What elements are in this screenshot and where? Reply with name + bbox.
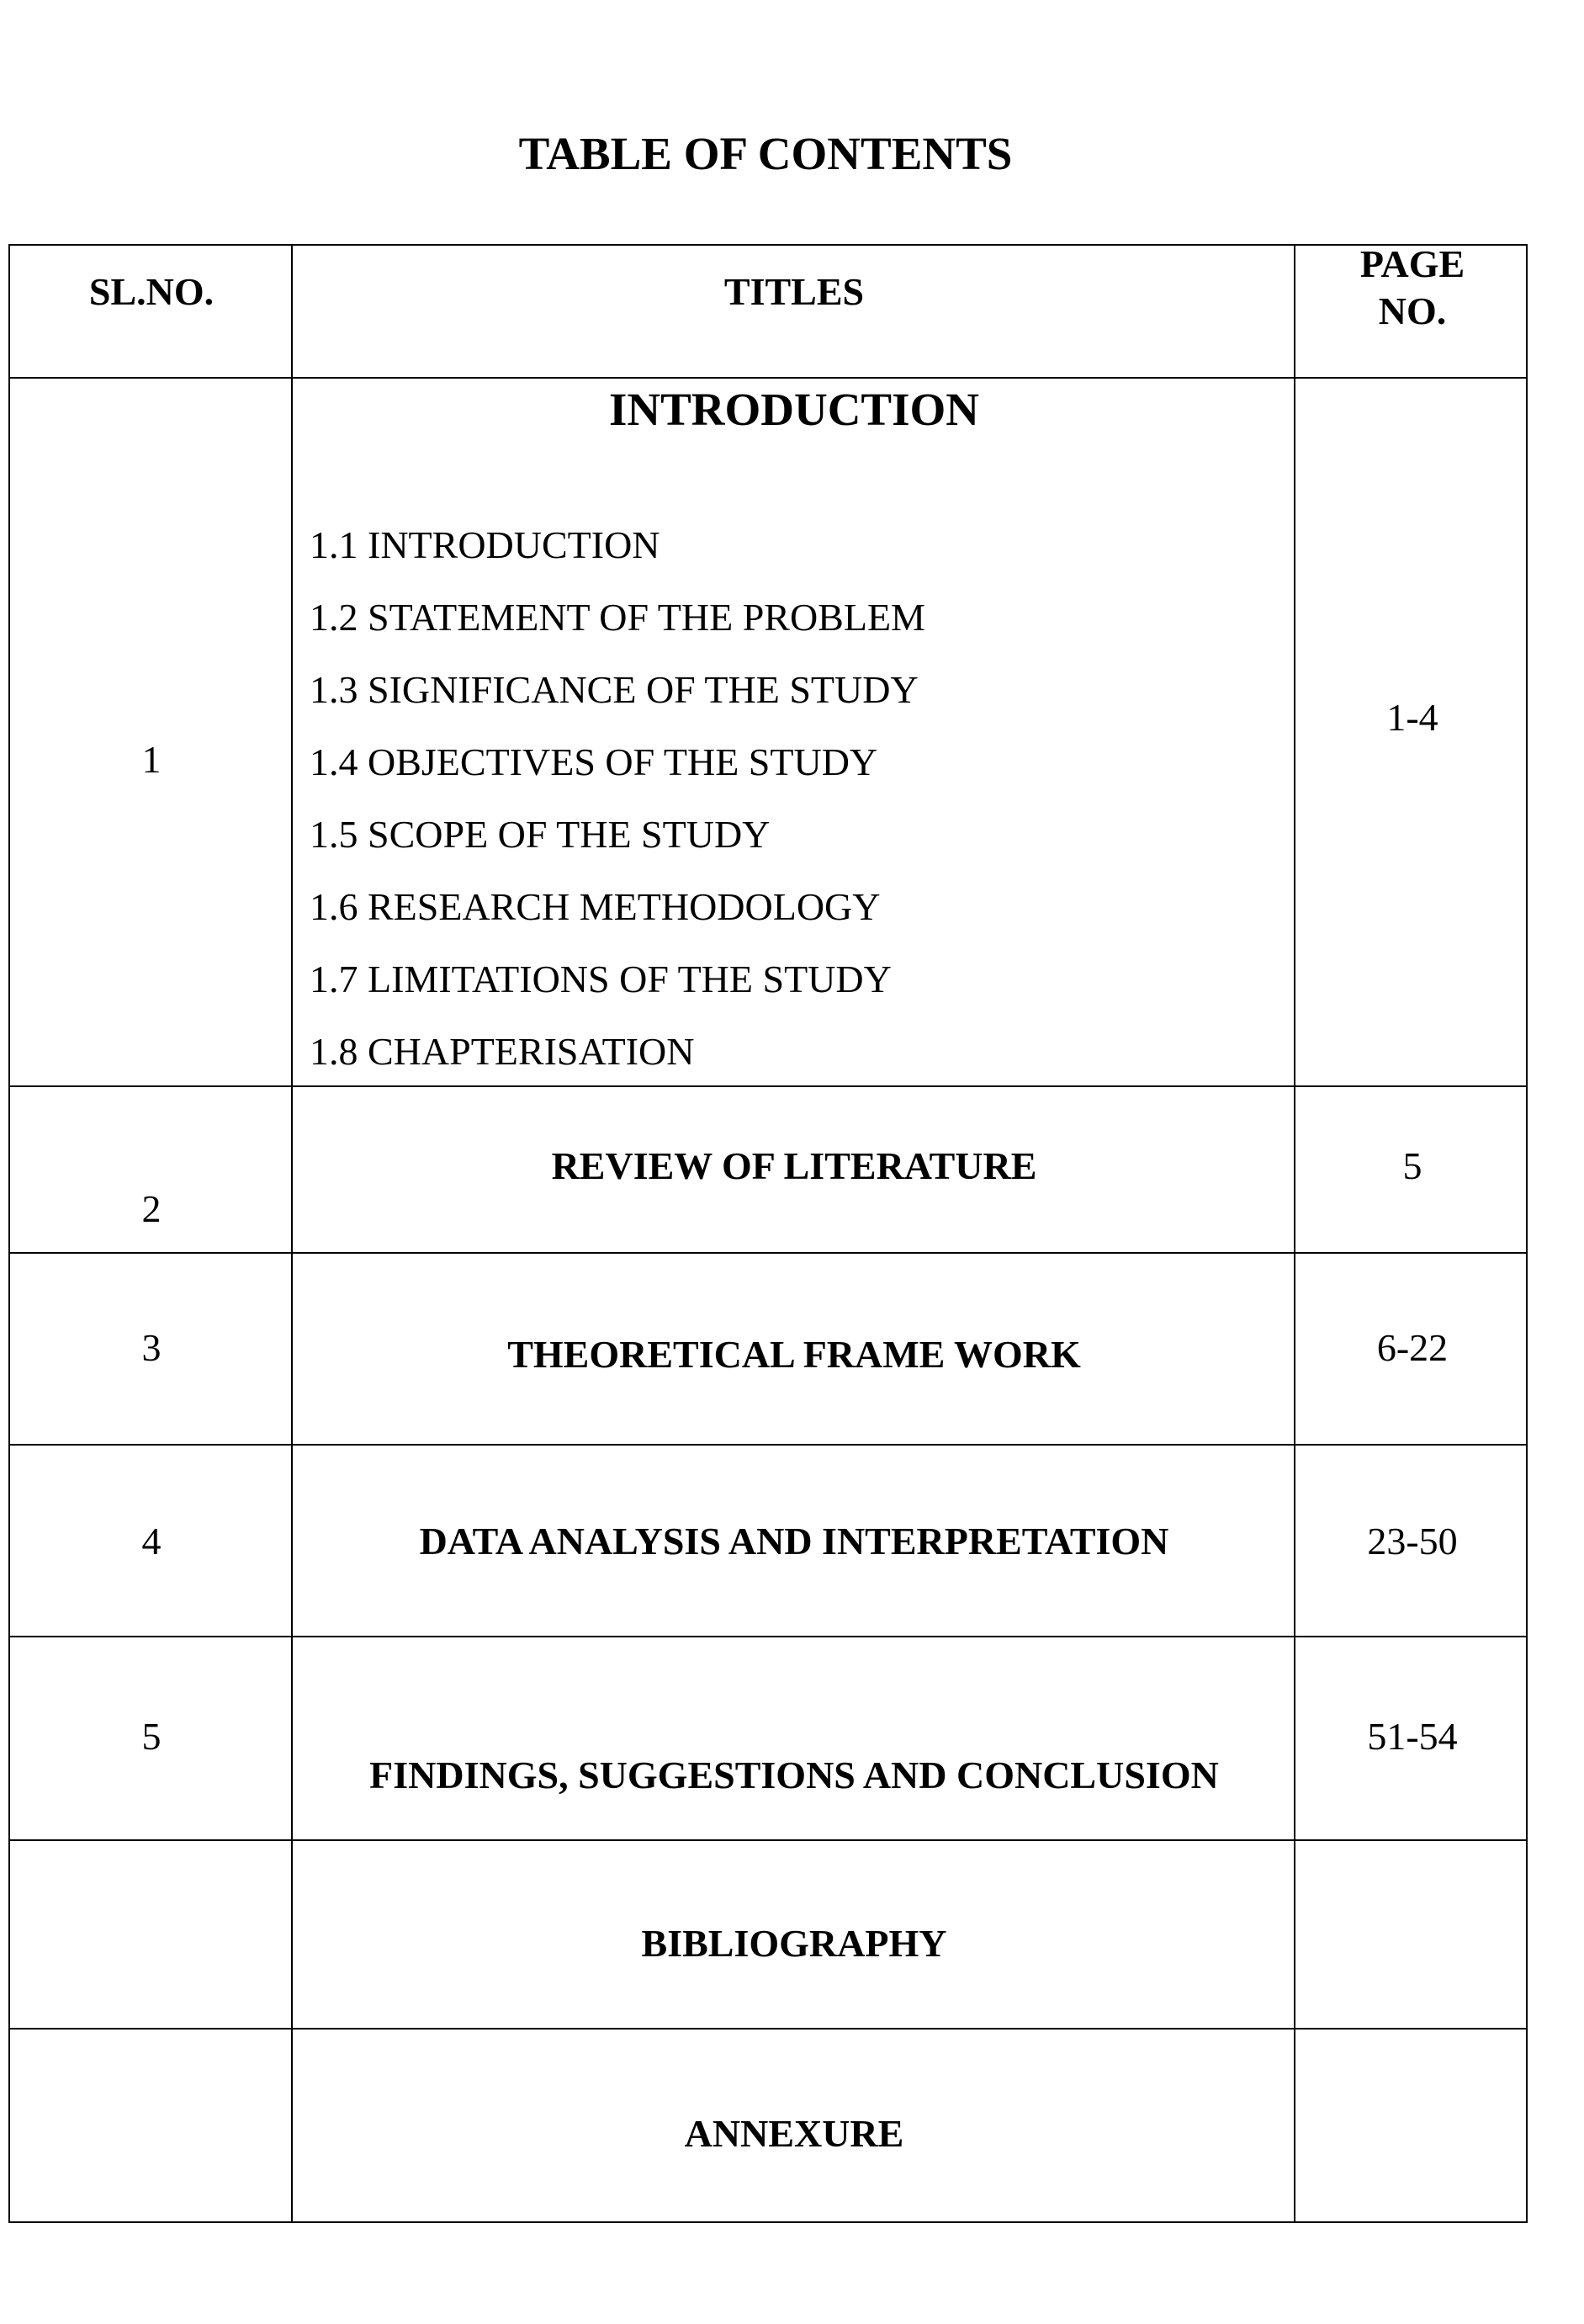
header-titles: TITLES	[723, 270, 865, 313]
row-1-title: INTRODUCTION	[608, 384, 980, 435]
list-item: 1.3 SIGNIFICANCE OF THE STUDY	[310, 668, 919, 711]
row-1-page-no: 1-4	[1386, 696, 1438, 739]
row-divider	[10, 1444, 1526, 1446]
list-item: 1.7 LIMITATIONS OF THE STUDY	[310, 958, 892, 1000]
row-3-title: THEORETICAL FRAME WORK	[507, 1333, 1081, 1376]
row-7-title: ANNEXURE	[684, 2112, 904, 2155]
row-divider	[10, 1636, 1526, 1637]
row-divider	[10, 2028, 1526, 2030]
row-5-sl-no: 5	[141, 1715, 162, 1758]
row-2-sl-no: 2	[141, 1187, 162, 1230]
header-page-no-line2: NO.	[1378, 289, 1447, 332]
introduction-subsection-list	[310, 509, 925, 1088]
header-sl-no: SL.NO.	[88, 270, 215, 313]
list-item: 1.6 RESEARCH METHODOLOGY	[310, 885, 881, 928]
list-item: 1.2 STATEMENT OF THE PROBLEM	[310, 596, 925, 639]
row-1-sl-no: 1	[141, 738, 162, 781]
list-item: 1.5 SCOPE OF THE STUDY	[310, 813, 771, 856]
page-title: TABLE OF CONTENTS	[518, 128, 1013, 179]
row-4-title: DATA ANALYSIS AND INTERPRETATION	[419, 1520, 1169, 1563]
row-5-title: FINDINGS, SUGGESTIONS AND CONCLUSION	[369, 1754, 1219, 1796]
row-2-title: REVIEW OF LITERATURE	[551, 1144, 1037, 1187]
header-page-no-line1: PAGE	[1359, 242, 1465, 285]
table-of-contents	[8, 244, 1528, 2223]
row-3-page-no: 6-22	[1376, 1326, 1449, 1369]
list-item: 1.8 CHAPTERISATION	[310, 1030, 695, 1073]
row-divider	[10, 1252, 1526, 1254]
row-2-page-no: 5	[1402, 1144, 1422, 1187]
list-item: 1.4 OBJECTIVES OF THE STUDY	[310, 740, 878, 783]
row-6-title: BIBLIOGRAPHY	[641, 1922, 947, 1965]
list-item: 1.1 INTRODUCTION	[310, 523, 660, 566]
row-3-sl-no: 3	[141, 1326, 162, 1369]
row-4-sl-no: 4	[141, 1520, 162, 1563]
row-4-page-no: 23-50	[1367, 1520, 1458, 1563]
row-divider	[10, 377, 1526, 379]
row-divider	[10, 1839, 1526, 1841]
row-5-page-no: 51-54	[1367, 1715, 1458, 1758]
